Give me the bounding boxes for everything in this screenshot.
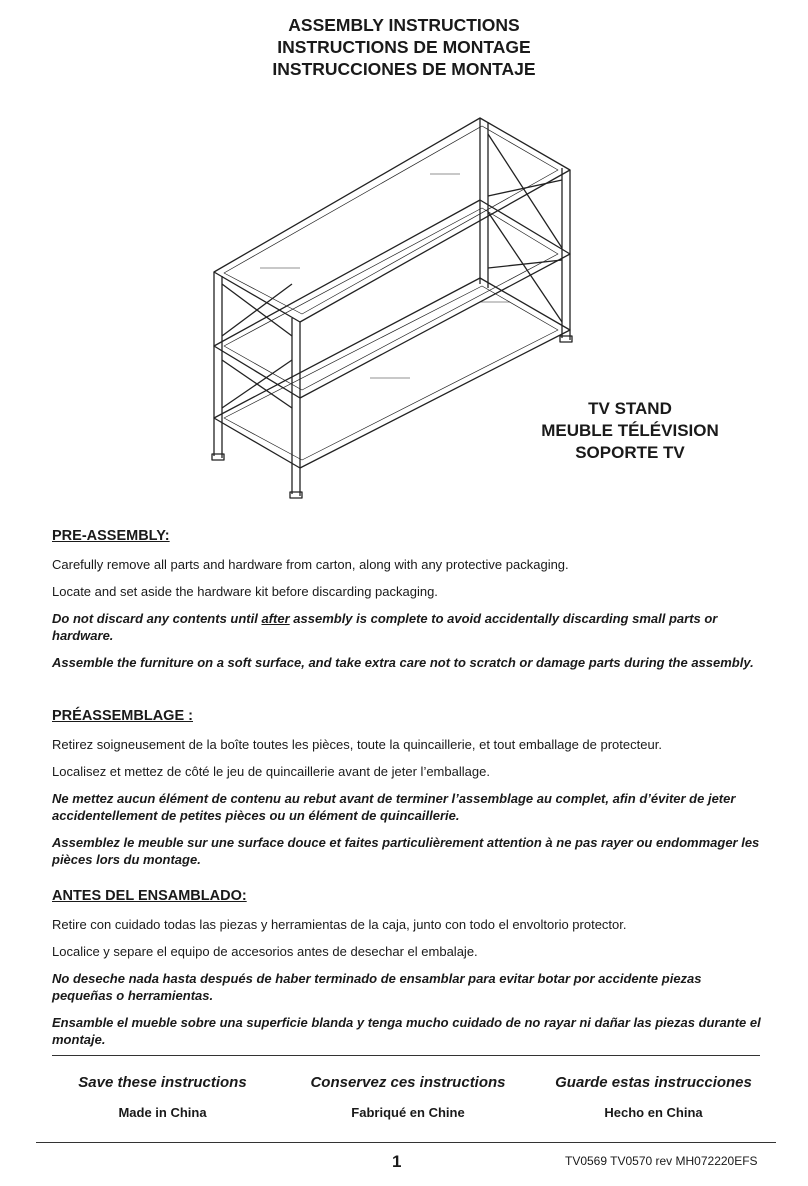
warning-text — [52, 610, 762, 644]
product-name-es: SOPORTE TV — [575, 443, 685, 462]
save-instructions: Conservez ces instructions — [310, 1074, 506, 1091]
warning-part: assembly is complete to avoid accidentally discarding small parts or hardware. — [52, 611, 718, 643]
paragraph: Carefully remove all parts and hardware from carton, along with any protective packaging. — [52, 557, 569, 572]
section-heading: PRÉASSEMBLAGE : — [52, 708, 193, 724]
paragraph: Retirez soigneusement de la boîte toutes les pièces, toute la quincaillerie, et tout emballage de protecteur. — [52, 737, 662, 752]
paragraph: Localice y separe el equipo de accesorios antes de desechar el embalaje. — [52, 944, 478, 959]
made-in: Hecho en China — [604, 1105, 703, 1120]
pre-assembly-en — [52, 528, 762, 681]
product-name-en: TV STAND — [588, 399, 672, 418]
footer-col-es — [531, 1074, 776, 1120]
paragraph: Locate and set aside the hardware kit before discarding packaging. — [52, 584, 438, 599]
save-instructions: Guarde estas instrucciones — [555, 1074, 752, 1091]
footer-col-en — [40, 1074, 285, 1120]
save-instructions: Save these instructions — [78, 1074, 247, 1091]
warning-text: Assemble the furniture on a soft surface, and take extra care not to scratch or damage parts during the assembly. — [52, 655, 754, 670]
product-name-fr: MEUBLE TÉLÉVISION — [541, 421, 719, 440]
title-fr: INSTRUCTIONS DE MONTAGE — [277, 37, 531, 57]
warning-text: Ne mettez aucun élément de contenu au rebut avant de terminer l’assemblage au complet, afin d’éviter de jeter accidentellement de petites pièces ou un élément de quincaillerie. — [52, 791, 736, 823]
product-name-block — [480, 398, 780, 464]
warning-text: Ensamble el mueble sobre una superficie blanda y tenga mucho cuidado de no rayar ni dañar las piezas durante el montaje. — [52, 1015, 761, 1047]
warning-text: No deseche nada hasta después de haber terminado de ensamblar para evitar botar por accidente piezas pequeñas o herramientas. — [52, 971, 702, 1003]
footer-col-fr — [286, 1074, 531, 1120]
document-code: TV0569 TV0570 rev MH072220EFS — [565, 1154, 758, 1168]
section-heading: PRE-ASSEMBLY: — [52, 528, 170, 544]
title-es: INSTRUCCIONES DE MONTAJE — [272, 59, 536, 79]
warning-emphasis: after — [261, 611, 290, 626]
divider — [36, 1142, 776, 1143]
warning-part: Do not discard any contents until — [52, 611, 262, 626]
pre-assembly-fr — [52, 708, 762, 878]
footer — [40, 1074, 776, 1120]
paragraph: Localisez et mettez de côté le jeu de quincaillerie avant de jeter l’emballage. — [52, 764, 490, 779]
paragraph: Retire con cuidado todas las piezas y herramientas de la caja, junto con todo el envoltorio protector. — [52, 917, 627, 932]
section-heading: ANTES DEL ENSAMBLADO: — [52, 888, 247, 904]
made-in: Fabriqué en Chine — [351, 1105, 465, 1120]
warning-text: Assemblez le meuble sur une surface douce et faites particulièrement attention à ne pas rayer ou endommager les pièces lors du montage. — [52, 835, 760, 867]
title-en: ASSEMBLY INSTRUCTIONS — [288, 15, 520, 35]
page-number: 1 — [392, 1152, 402, 1171]
made-in: Made in China — [118, 1105, 207, 1120]
divider — [52, 1055, 760, 1056]
title-block — [0, 14, 808, 80]
pre-assembly-es — [52, 888, 762, 1058]
